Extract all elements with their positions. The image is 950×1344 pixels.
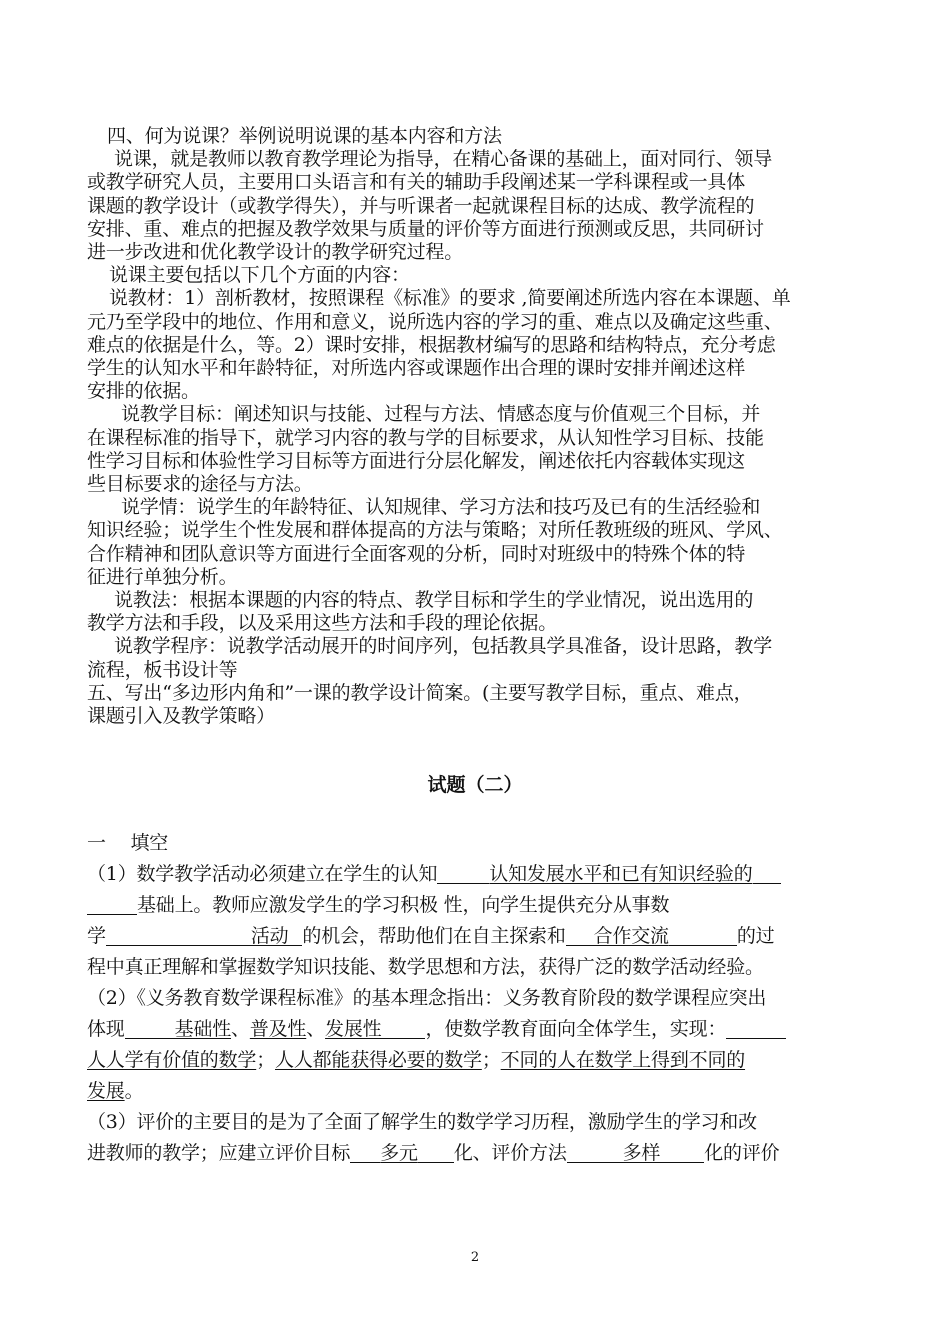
paragraph-line: 元乃至学段中的地位、作用和意义，说所选内容的学习的重、难点以及确定这些重、: [87, 310, 783, 333]
paragraph-line: 性学习目标和体验性学习目标等方面进行分层化解发，阐述依托内容载体实现这: [87, 449, 746, 472]
q1-line: [87, 921, 877, 952]
answer-blank: [125, 1020, 175, 1039]
q1-answer-1: 认知发展水平和已有知识经验的: [489, 863, 753, 885]
q2-text: 体现: [87, 1018, 125, 1040]
answer-blank: [726, 1020, 786, 1039]
q3-answer-1: 多元: [380, 1142, 418, 1164]
q2-line: （2）《义务教育数学课程标准》的基本理念指出：义务教育阶段的数学课程应突出: [87, 987, 767, 1009]
q2-line: [87, 1076, 877, 1107]
q3-text: 化的评价: [704, 1142, 780, 1164]
q1-line: [87, 859, 877, 890]
section-4: [87, 125, 877, 728]
question-4-heading: 四、何为说课？举例说明说课的基本内容和方法: [107, 125, 502, 147]
answer-blank: [418, 1144, 454, 1163]
paragraph-line: 说教学程序：说教学活动展开的时间序列，包括教具学具准备，设计思路，教学: [114, 635, 773, 658]
q1-answer-2: 活动: [250, 925, 289, 947]
q2-answer-3: 发展性: [325, 1018, 382, 1040]
test-2-title: 试题（二）: [427, 774, 523, 796]
q2-answer-5: 人人都能获得必要的数学: [275, 1049, 482, 1071]
q2-text: ，使数学教育面向全体学生，实现：: [425, 1018, 727, 1040]
q1-text: 的机会，帮助他们在自主探索和: [302, 925, 566, 947]
q3-line: （3）评价的主要目的是为了全面了解学生的数学学习历程，激励学生的学习和改: [87, 1111, 757, 1133]
answer-blank: [753, 865, 781, 884]
q3-answer-2: 多样: [622, 1142, 661, 1164]
q2-line: [87, 1014, 877, 1045]
q1-answer-3: 合作交流: [593, 925, 669, 947]
q3-text: 进教师的教学；应建立评价目标: [87, 1142, 351, 1164]
q2-text: 。: [124, 1080, 144, 1102]
q2-answer-7: 发展: [87, 1080, 125, 1102]
paragraph-line: 说教法：根据本课题的内容的特点、教学目标和学生的学业情况，说出选用的: [114, 589, 754, 612]
answer-blank: [437, 865, 489, 884]
paragraph-line: 说教材：1）剖析教材，按照课程《标准》的要求 ,简要阐述所选内容在本课题、单: [109, 287, 791, 310]
paragraph-line: 安排的依据。: [87, 380, 200, 403]
paragraph-line: 难点的依据是什么，等。2）课时安排，根据教材编写的思路和结构特点，充分考虑: [87, 333, 776, 356]
paragraph-line: 说课主要包括以下几个方面的内容：: [109, 264, 410, 287]
answer-blank: [106, 927, 251, 946]
q2-separator: ；: [256, 1049, 276, 1071]
q2-separator: 、: [231, 1018, 250, 1040]
fill-heading: 一 填空: [87, 832, 169, 854]
question-5-line: 五、写出“多边形内角和”一课的教学设计简案。(主要写教学目标，重点、难点，: [87, 681, 753, 704]
q1-text: 的过: [736, 925, 775, 947]
q3-text: 化、评价方法: [453, 1142, 567, 1164]
paragraph-line: 合作精神和团队意识等方面进行全面客观的分析，同时对班级中的特殊个体的特: [87, 542, 746, 565]
question-5-line: 课题引入及教学策略）: [87, 705, 276, 728]
page-number: 2: [470, 1250, 480, 1265]
answer-blank: [350, 1144, 380, 1163]
paragraph-line: 或教学研究人员，主要用口头语言和有关的辅助手段阐述某一学科课程或一具体: [87, 171, 746, 194]
paragraph-line: 些目标要求的途径与方法。: [87, 473, 313, 496]
paragraph-line: 学生的认知水平和年龄特征，对所选内容或课题作出合理的课时安排并阐述这样: [87, 357, 746, 380]
q2-answer-4: 人人学有价值的数学: [87, 1049, 257, 1071]
q2-answer-6: 不同的人在数学上得到不同的: [500, 1049, 746, 1071]
q1-line: 程中真正理解和掌握数学知识技能、数学思想和方法，获得广泛的数学活动经验。: [87, 956, 764, 978]
paragraph-line: 征进行单独分析。: [87, 565, 238, 588]
answer-blank: [660, 1144, 704, 1163]
paragraph-line: 流程，板书设计等: [87, 658, 238, 681]
q3-line: [87, 1138, 877, 1169]
paragraph-line: 安排、重、难点的把握及教学效果与质量的评价等方面进行预测或反思，共同研讨: [87, 217, 764, 240]
paragraph-line: 进一步改进和优化教学设计的教学研究过程。: [87, 241, 464, 264]
answer-blank: [567, 1144, 623, 1163]
q1-text: 学: [87, 925, 106, 947]
q2-separator: 、: [306, 1018, 326, 1040]
q1-line: [87, 890, 877, 921]
paragraph-line: 说教学目标：阐述知识与技能、过程与方法、情感态度与价值观三个目标，并: [121, 403, 761, 426]
q2-answer-1: 基础性: [174, 1018, 232, 1040]
answer-blank: [669, 927, 737, 946]
paragraph-line: 教学方法和手段，以及采用这些方法和手段的理论依据。: [87, 612, 558, 635]
q1-text: 基础上。教师应激发学生的学习积极 性，向学生提供充分从事数: [137, 894, 670, 916]
paragraph-line: 知识经验；说学生个性发展和群体提高的方法与策略；对所任教班级的班风、学风、: [87, 519, 783, 542]
answer-blank: [566, 927, 594, 946]
q2-answer-2: 普及性: [249, 1018, 307, 1040]
answer-blank: [381, 1020, 425, 1039]
paragraph-line: 说课，就是教师以教育教学理论为指导，在精心备课的基础上，面对同行、领导: [114, 148, 773, 171]
paragraph-line: 在课程标准的指导下，就学习内容的教与学的目标要求，从认知性学习目标、技能: [87, 426, 764, 449]
fill-in-section: [87, 828, 877, 1169]
q2-line: [87, 1045, 877, 1076]
paragraph-line: 课题的教学设计（或教学得失），并与听课者一起就课程目标的达成、教学流程的: [87, 194, 755, 217]
paragraph-line: 说学情：说学生的年龄特征、认知规律、学习方法和技巧及已有的生活经验和: [121, 496, 761, 519]
q2-separator: ；: [481, 1049, 501, 1071]
q1-text: （1）数学教学活动必须建立在学生的认知: [87, 863, 438, 885]
answer-blank: [87, 896, 137, 915]
answer-blank: [288, 927, 302, 946]
